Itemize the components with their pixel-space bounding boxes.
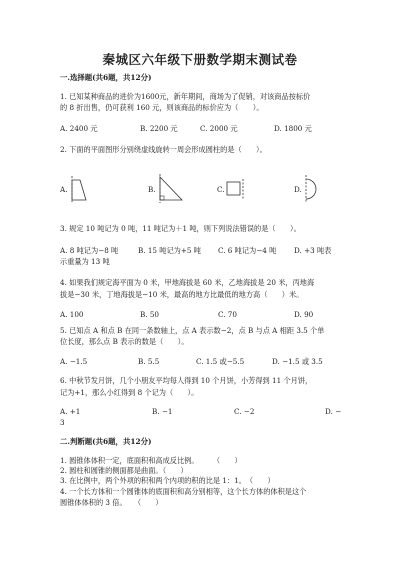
q4-option-a: A. 100 xyxy=(60,310,84,319)
q2-option-a: A. xyxy=(60,185,68,194)
trapezoid-figure xyxy=(68,174,92,204)
q1-text-line1: 1. 已知某种商品的进价为1600元，新年期间，商场为了促销，对该商品按标价 xyxy=(60,92,311,101)
q5-text-line2: 位长度，那么点 B 表示的数是（ ）。 xyxy=(60,337,189,346)
q5-option-b: B. 5.5 xyxy=(138,357,160,366)
q5-option-c: C. 1.5 或−5.5 xyxy=(196,357,245,366)
q6-option-d-continued: 3 xyxy=(60,418,65,427)
q4-option-d: D. 90 xyxy=(294,310,314,319)
square-figure xyxy=(224,178,246,200)
q2-option-d: D. xyxy=(294,185,302,194)
q4-text-line1: 4. 如果我们规定海平面为 0 米，甲地海拔是 60 米，乙地海拔是 20 米，丙地海 xyxy=(60,278,315,287)
q6-option-a: A. +1 xyxy=(60,407,81,416)
q6-option-c: C. −2 xyxy=(234,407,255,416)
judge-item-3: 3. 在比例中，两个外项的积和两个内项的积的比是 1：1。 （ ） xyxy=(60,476,275,485)
right-triangle-figure xyxy=(156,173,186,205)
judge-item-2: 2. 圆柱和圆锥的侧面都是曲面。（ ） xyxy=(60,466,188,475)
q6-text-line1: 6. 中秋节发月饼，几个小朋友平均每人得到 10 个月饼，小芳得到 11 个月饼， xyxy=(60,376,313,385)
q1-option-b: B. 2200 元 xyxy=(140,124,178,133)
q5-text-line1: 5. 已知点 A 和点 B 在同一条数轴上，点 A 表示数−2，点 B 与点 A 相距 3.5 个单 xyxy=(60,326,325,335)
q3-text-line1: 3. 规定 10 吨记为 0 吨，11 吨记为＋1 吨，则下列说法错误的是（ ）。 xyxy=(60,224,301,233)
q5-option-d: D. −1.5 或 3.5 xyxy=(272,357,323,366)
q3-option-a: A. 8 吨记为−8 吨 xyxy=(60,246,119,255)
q3-option-b: B. 15 吨记为+5 吨 xyxy=(138,246,201,255)
q3-option-d-continued: 示重量为 13 吨 xyxy=(60,257,110,266)
q6-text-line2: 记为+1，那么小红得到 8 个记为（ ）。 xyxy=(60,388,199,397)
q4-option-c: C. 70 xyxy=(218,310,237,319)
q1-text-line2: 的 8 折出售，仍可获利 160 元，则该商品的标价应为（ ）。 xyxy=(60,103,264,112)
q1-option-a: A. 2400 元 xyxy=(60,124,98,133)
judge-item-4-line2: 圆锥体体积的 3 倍。 （ ） xyxy=(60,498,163,507)
judge-item-1: 1. 圆锥体体积一定，底面积和高成反比例。 （ ） xyxy=(60,456,242,465)
judge-item-4-line1: 4. 一个长方体和一个圆锥体的底面积和高分别相等，这个长方体的体积是这个 xyxy=(60,487,307,496)
q2-text-line1: 2. 下面的平面图形分别绕虚线旋转一周会形成圆柱的是（ ）。 xyxy=(60,145,267,154)
section-heading-choice: 一.选择题(共6题，共12分) xyxy=(60,73,152,82)
q4-option-b: B. 50 xyxy=(140,310,159,319)
q6-option-d: D. − xyxy=(325,407,342,416)
semicircle-figure xyxy=(302,174,320,204)
q1-option-d: D. 1800 元 xyxy=(274,124,312,133)
q3-option-d: D. +3 吨表 xyxy=(294,246,332,255)
section-heading-judge: 二.判断题(共6题，共12分) xyxy=(60,437,152,446)
q2-option-b: B. xyxy=(148,185,156,194)
page-title: 秦城区六年级下册数学期末测试卷 xyxy=(102,52,298,67)
q6-option-b: B. −1 xyxy=(152,407,173,416)
q3-option-c: C. 6 吨记为−4 吨 xyxy=(218,246,277,255)
q5-option-a: A. −1.5 xyxy=(60,357,88,366)
q4-text-line2: 拔是−30 米，丁地海拔是−10 米，最高的地方比最低的地方高（ ）米。 xyxy=(60,290,304,299)
q1-option-c: C. 2000 元 xyxy=(200,124,238,133)
q2-option-c: C. xyxy=(217,185,225,194)
